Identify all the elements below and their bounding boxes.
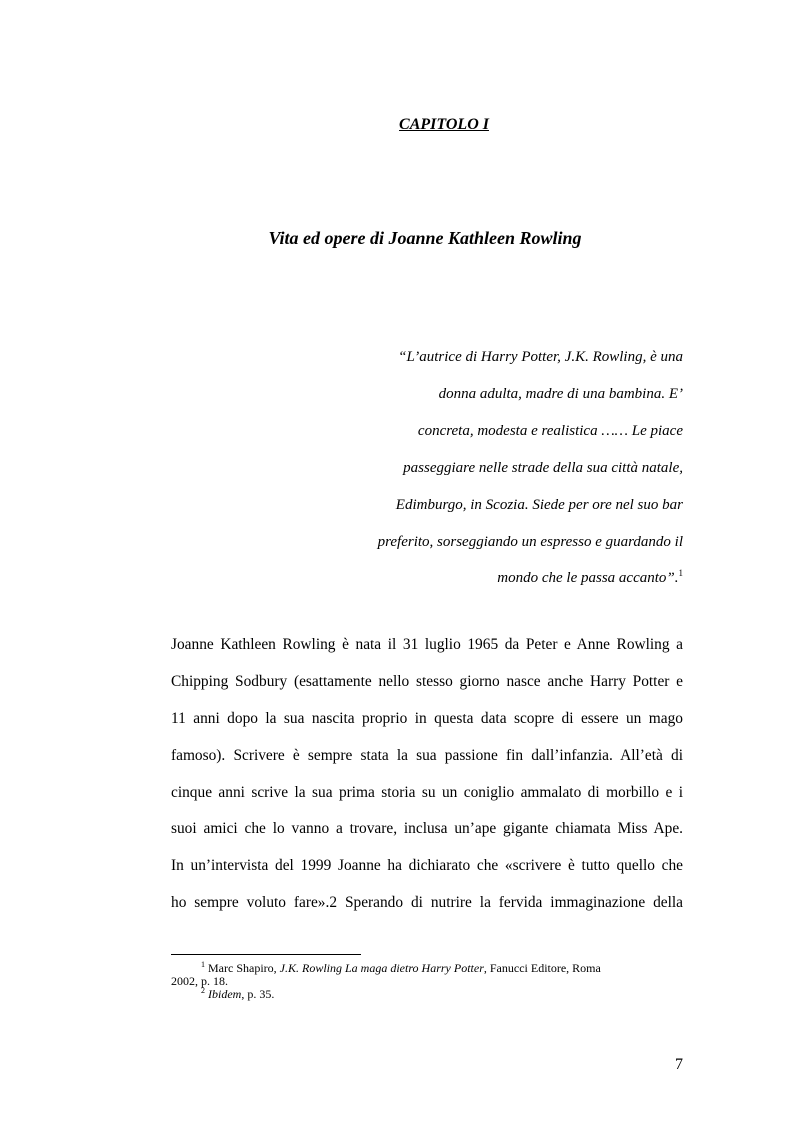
- body-line: ho sempre voluto fare».2 Sperando di nutrire la fervida immaginazione della: [171, 894, 683, 912]
- chapter-heading: CAPITOLO I: [399, 116, 489, 133]
- footnote-1-publisher: , Fanucci Editore, Roma: [483, 961, 601, 975]
- footnote-2-page: , p. 35.: [241, 987, 275, 1001]
- footnote-ref-1[interactable]: 1: [678, 568, 683, 579]
- epigraph-line: concreta, modesta e realistica …… Le piace: [417, 422, 683, 439]
- body-line: In un’intervista del 1999 Joanne ha dichiarato che «scrivere è tutto quello che: [171, 857, 683, 875]
- footnote-2-ibidem: Ibidem: [208, 987, 242, 1001]
- footnote-2: [171, 988, 683, 1001]
- epigraph-line: mondo che le passa accanto”.: [497, 570, 679, 587]
- chapter-title: Vita ed opere di Joanne Kathleen Rowling: [268, 228, 582, 248]
- epigraph-quote: [330, 339, 683, 597]
- body-paragraph: [171, 627, 683, 922]
- footnote-1-book-title: J.K. Rowling La maga dietro Harry Potter: [279, 961, 484, 975]
- epigraph-line: donna adulta, madre di una bambina. E’: [438, 385, 683, 402]
- footnotes: [171, 962, 683, 1001]
- epigraph-last-line: [330, 560, 683, 597]
- page-number: 7: [675, 1056, 683, 1073]
- footnote-divider: [171, 954, 361, 955]
- footnote-1: [171, 962, 683, 975]
- body-line: suoi amici che lo vanno a trovare, inclusa un’ape gigante chiamata Miss Ape.: [171, 820, 683, 838]
- footnote-1-continuation: 2002, p. 18.: [171, 974, 228, 988]
- footnote-1-number: 1: [201, 960, 205, 969]
- epigraph-line: “L’autrice di Harry Potter, J.K. Rowling, è una: [398, 349, 683, 365]
- footnote-1-author: Marc Shapiro,: [208, 961, 280, 975]
- body-line: cinque anni scrive la sua prima storia su un coniglio ammalato di morbillo e i: [171, 783, 683, 801]
- epigraph-line: passeggiare nelle strade della sua città natale,: [403, 459, 683, 476]
- body-line: Joanne Kathleen Rowling è nata il 31 luglio 1965 da Peter e Anne Rowling a: [171, 636, 683, 653]
- epigraph-line: preferito, sorseggiando un espresso e guardando il: [377, 533, 683, 550]
- footnote-2-number: 2: [201, 986, 205, 995]
- epigraph-line: Edimburgo, in Scozia. Siede per ore nel suo bar: [395, 496, 683, 513]
- body-line: famoso). Scrivere è sempre stata la sua passione fin dall’infanzia. All’età di: [171, 746, 683, 764]
- body-line: Chipping Sodbury (esattamente nello stesso giorno nasce anche Harry Potter e: [171, 672, 683, 690]
- body-line: 11 anni dopo la sua nascita proprio in questa data scopre di essere un mago: [171, 709, 683, 727]
